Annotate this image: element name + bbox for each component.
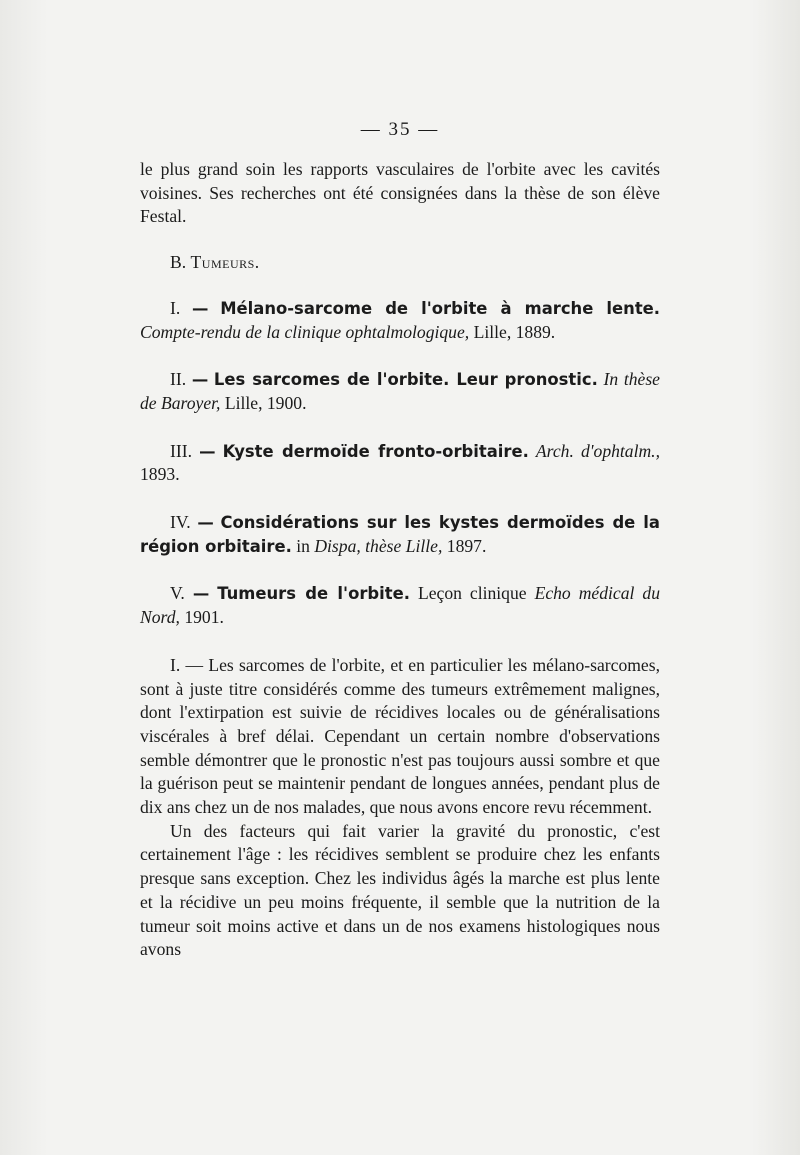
reference-dash: — — [192, 584, 210, 604]
reference-numeral: III. — [170, 440, 192, 461]
reference-title: Mélano-sarcome de l'orbite à marche lente. — [220, 298, 660, 318]
reference-source-plain: 1897. — [446, 535, 487, 556]
reference-dash: — — [192, 298, 209, 318]
section-title: Tumeurs. — [190, 252, 260, 273]
reference-source-italic: In thèse de Baroyer, — [140, 369, 660, 413]
body-paragraph-1: I. — Les sarcomes de l'orbite, et en particulier les mélano-sarcomes, sont à juste titre considérés comme des tumeurs extrêmement malignes, dont l'extirpation est suivie de récidives locales ou de généralisations viscérales à bref délai. Cependant un certain nombre d'observations semble démontrer que le pronostic n'est pas toujours aussi sombre et que la guérison peut se maintenir pendant de longues années, pendant plus de dix ans chez un de nos malades, que nous avons encore revu récemment. — [140, 654, 660, 818]
body-paragraph-2: Un des facteurs qui fait varier la gravité du pronostic, c'est certainement l'âge : les récidives semblent se produire chez les enfants presque sans exception. Chez les individus âgés la marche est plus lente et la récidive un peu moins fréquente, il semble que la nutrition de la tumeur soit moins active et dans un de nos examens histologiques nous avons — [140, 820, 660, 960]
reference-title: Kyste dermoïde fronto-orbitaire. — [222, 441, 529, 461]
reference-numeral: IV. — [170, 512, 191, 533]
intro-paragraph: le plus grand soin les rapports vasculaires de l'orbite avec les cavités voisines. Ses recherches ont été consignées dans la thèse de son élève Festal. — [140, 159, 660, 227]
section-heading — [140, 251, 660, 275]
reference-1 — [140, 297, 660, 344]
reference-source-plain: 1893. — [140, 464, 180, 485]
page-body — [140, 158, 660, 962]
reference-source-italic: Echo médical du Nord, — [140, 583, 660, 628]
reference-title: Considérations sur les kystes dermoïdes de la région orbitaire. — [140, 513, 660, 556]
reference-dash: — — [199, 441, 216, 461]
reference-5 — [140, 582, 660, 629]
reference-source-plain: 1901. — [184, 607, 224, 628]
reference-numeral: I. — [170, 297, 181, 318]
reference-title: Les sarcomes de l'orbite. Leur pronostic. — [213, 370, 598, 390]
reference-source-italic: Dispa, thèse Lille, — [314, 535, 443, 556]
reference-title: Tumeurs de l'orbite. — [217, 584, 410, 604]
reference-source-italic: Compte-rendu de la clinique ophtalmologique, — [140, 321, 470, 342]
reference-numeral: II. — [170, 369, 187, 390]
reference-source-prefix: Leçon clinique — [417, 583, 527, 604]
reference-source-plain: Lille, 1889. — [473, 321, 556, 342]
reference-source-italic: Arch. d'ophtalm., — [535, 440, 660, 461]
reference-dash: — — [191, 370, 209, 390]
page-number: — 35 — — [360, 119, 440, 140]
reference-source-plain: Lille, 1900. — [224, 392, 307, 413]
reference-dash: — — [197, 513, 214, 533]
reference-3 — [140, 440, 660, 487]
reference-source-prefix: in — [296, 535, 310, 556]
reference-4 — [140, 511, 660, 558]
reference-2 — [140, 368, 660, 415]
section-letter: B. — [170, 252, 187, 273]
reference-numeral: V. — [170, 583, 185, 604]
